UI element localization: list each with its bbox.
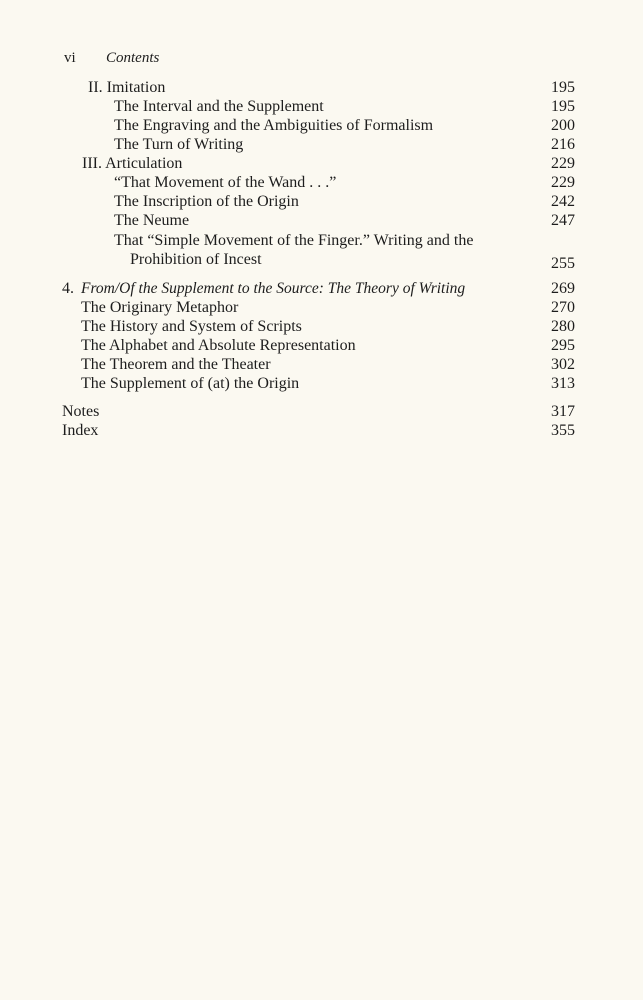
toc-entry-page: 242 [551, 193, 575, 210]
toc-entry [0, 78, 643, 97]
toc-entry-title: Prohibition of Incest [130, 251, 262, 268]
toc-entry-title: Notes [62, 403, 100, 420]
toc-entry [0, 97, 643, 116]
toc-entry [0, 336, 643, 355]
toc-entry-title: The Interval and the Supplement [114, 98, 324, 115]
toc-entry-page: 270 [551, 299, 575, 316]
toc-entry-label [82, 154, 182, 173]
toc-entry [0, 355, 643, 374]
page-folio: vi [64, 50, 76, 66]
toc-entry [0, 192, 643, 211]
toc-entry [0, 116, 643, 135]
toc-entry-notes [0, 402, 643, 421]
toc-entry-index [0, 421, 643, 440]
toc-entry-number: 4. [62, 280, 74, 297]
toc-entry-title: The Engraving and the Ambiguities of Formalism [114, 117, 434, 134]
toc-entry-title: The Turn of Writing [114, 136, 244, 153]
toc-entry [0, 298, 643, 317]
toc-entry [0, 279, 643, 298]
toc-entry-page: 355 [551, 422, 575, 439]
toc-entry-page: 295 [551, 337, 575, 354]
toc-entry-title: The Originary Metaphor [81, 299, 239, 316]
toc-entry-title: From/Of the Supplement to the Source: The Theory of Writing [81, 280, 466, 297]
toc-entry [0, 211, 643, 230]
toc-entry-title: “That Movement of the Wand . . .” [114, 174, 337, 191]
toc-entry-title: The Supplement of (at) the Origin [81, 375, 300, 392]
toc-entry-title: The History and System of Scripts [81, 318, 302, 335]
running-head [64, 49, 159, 67]
toc-entry-title: Articulation [105, 155, 183, 172]
toc-entry-page: 200 [551, 117, 575, 134]
toc-entry-page: 317 [551, 403, 575, 420]
toc-entry-page: 255 [551, 255, 575, 272]
toc-entry [0, 154, 643, 173]
toc-entry-title: Imitation [106, 79, 166, 96]
toc-entry-page: 247 [551, 212, 575, 229]
toc-entry-title: The Inscription of the Origin [114, 193, 299, 210]
toc-entry-title: Index [62, 422, 99, 439]
toc-entry-label [88, 78, 165, 97]
toc-entry-title: The Neume [114, 212, 190, 229]
toc-entry-page: 216 [551, 136, 575, 153]
toc-entry-page: 195 [551, 79, 575, 96]
toc-entry [0, 317, 643, 336]
toc-entry-number: III. [82, 155, 102, 172]
toc-entry-title: That “Simple Movement of the Finger.” Writing and the [114, 232, 474, 249]
toc-entry [0, 374, 643, 393]
toc-entry-page: 269 [551, 280, 575, 297]
toc-entry-title: The Alphabet and Absolute Representation [81, 337, 356, 354]
toc-entry-page: 229 [551, 174, 575, 191]
toc-entry [0, 250, 643, 272]
toc-entry [0, 173, 643, 192]
toc-entry-page: 313 [551, 375, 575, 392]
toc-entry-title: The Theorem and the Theater [81, 356, 271, 373]
toc-entry-number: II. [88, 79, 103, 96]
toc-entry-page: 195 [551, 98, 575, 115]
toc-entry-page: 229 [551, 155, 575, 172]
toc-entry [0, 135, 643, 154]
toc-entry-label [62, 279, 465, 298]
toc-entry-page: 302 [551, 356, 575, 373]
toc-entry [0, 231, 643, 250]
toc-entry-page: 280 [551, 318, 575, 335]
running-head-title: Contents [106, 50, 160, 66]
